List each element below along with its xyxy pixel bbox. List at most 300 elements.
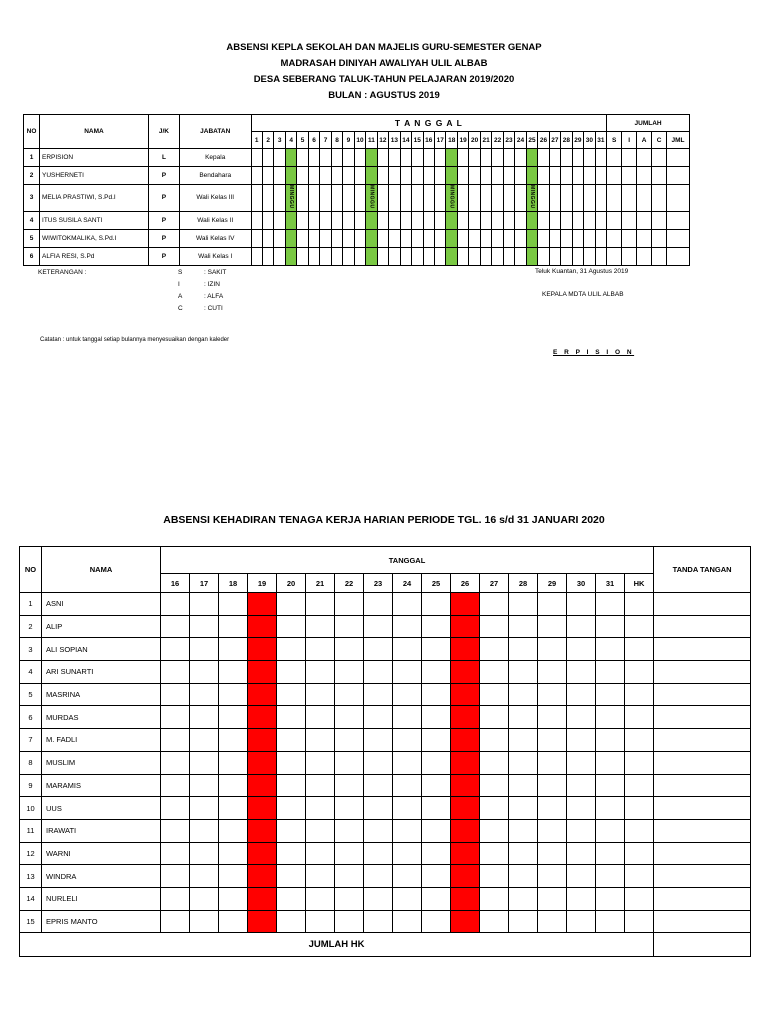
day-cell[interactable] (509, 774, 538, 797)
summary-cell[interactable] (667, 229, 690, 247)
day-cell[interactable] (584, 229, 595, 247)
day-cell[interactable] (251, 211, 262, 229)
day-cell[interactable] (549, 211, 560, 229)
signature-cell[interactable] (654, 638, 751, 661)
summary-cell[interactable] (622, 149, 637, 167)
day-cell[interactable] (538, 910, 567, 933)
day-cell[interactable] (393, 615, 422, 638)
day-cell[interactable] (509, 593, 538, 616)
signature-cell[interactable] (654, 615, 751, 638)
signature-cell[interactable] (654, 683, 751, 706)
day-cell[interactable] (561, 247, 572, 265)
day-cell[interactable] (492, 167, 503, 185)
summary-cell[interactable] (652, 247, 667, 265)
day-cell[interactable] (335, 593, 364, 616)
day-cell[interactable] (277, 751, 306, 774)
day-cell[interactable] (320, 167, 331, 185)
day-cell[interactable] (435, 185, 446, 212)
day-cell[interactable] (190, 706, 219, 729)
hk-cell[interactable] (625, 729, 654, 752)
day-cell[interactable] (190, 865, 219, 888)
day-cell[interactable] (400, 211, 411, 229)
day-cell[interactable] (503, 167, 514, 185)
hk-cell[interactable] (625, 638, 654, 661)
day-cell[interactable] (567, 797, 596, 820)
day-cell[interactable] (480, 638, 509, 661)
day-cell[interactable] (190, 593, 219, 616)
day-cell[interactable] (469, 149, 480, 167)
day-cell[interactable] (306, 797, 335, 820)
day-cell[interactable] (320, 185, 331, 212)
day-cell[interactable] (503, 211, 514, 229)
day-cell[interactable] (335, 638, 364, 661)
day-cell[interactable] (423, 229, 434, 247)
day-cell[interactable] (335, 751, 364, 774)
day-cell[interactable] (422, 615, 451, 638)
day-cell[interactable] (393, 865, 422, 888)
day-cell[interactable] (389, 229, 400, 247)
day-cell[interactable] (274, 185, 285, 212)
day-cell[interactable] (435, 247, 446, 265)
signature-cell[interactable] (654, 819, 751, 842)
hk-cell[interactable] (625, 887, 654, 910)
day-cell[interactable] (306, 706, 335, 729)
day-cell[interactable] (567, 774, 596, 797)
day-cell[interactable] (331, 229, 342, 247)
day-cell[interactable] (400, 149, 411, 167)
day-cell[interactable] (306, 593, 335, 616)
day-cell[interactable] (480, 683, 509, 706)
day-cell[interactable] (595, 167, 607, 185)
day-cell[interactable] (297, 185, 308, 212)
day-cell[interactable] (274, 149, 285, 167)
day-cell[interactable] (538, 887, 567, 910)
summary-cell[interactable] (622, 185, 637, 212)
day-cell[interactable] (423, 167, 434, 185)
day-cell[interactable] (480, 819, 509, 842)
day-cell[interactable] (161, 797, 190, 820)
summary-cell[interactable] (637, 247, 652, 265)
day-cell[interactable] (306, 615, 335, 638)
day-cell[interactable] (335, 910, 364, 933)
day-cell[interactable] (364, 638, 393, 661)
day-cell[interactable] (492, 185, 503, 212)
day-cell[interactable] (364, 910, 393, 933)
day-cell[interactable] (457, 149, 468, 167)
day-cell[interactable] (161, 615, 190, 638)
day-cell[interactable] (422, 593, 451, 616)
day-cell[interactable] (538, 229, 549, 247)
day-cell[interactable] (393, 638, 422, 661)
day-cell[interactable] (422, 706, 451, 729)
summary-cell[interactable] (607, 229, 622, 247)
day-cell[interactable] (567, 910, 596, 933)
day-cell[interactable] (515, 167, 526, 185)
day-cell[interactable] (561, 185, 572, 212)
day-cell[interactable] (219, 842, 248, 865)
day-cell[interactable] (190, 842, 219, 865)
summary-cell[interactable] (607, 247, 622, 265)
day-cell[interactable] (584, 211, 595, 229)
day-cell[interactable] (306, 638, 335, 661)
day-cell[interactable] (422, 797, 451, 820)
day-cell[interactable] (538, 819, 567, 842)
day-cell[interactable] (561, 211, 572, 229)
day-cell[interactable] (596, 865, 625, 888)
day-cell[interactable] (596, 797, 625, 820)
jumlah-hk-signature[interactable] (654, 933, 751, 957)
day-cell[interactable] (515, 149, 526, 167)
day-cell[interactable] (423, 211, 434, 229)
day-cell[interactable] (161, 774, 190, 797)
day-cell[interactable] (161, 910, 190, 933)
day-cell[interactable] (596, 910, 625, 933)
day-cell[interactable] (596, 774, 625, 797)
day-cell[interactable] (538, 842, 567, 865)
day-cell[interactable] (538, 729, 567, 752)
summary-cell[interactable] (622, 167, 637, 185)
day-cell[interactable] (596, 661, 625, 684)
day-cell[interactable] (515, 211, 526, 229)
day-cell[interactable] (277, 865, 306, 888)
day-cell[interactable] (596, 683, 625, 706)
day-cell[interactable] (567, 661, 596, 684)
summary-cell[interactable] (637, 167, 652, 185)
day-cell[interactable] (509, 887, 538, 910)
day-cell[interactable] (503, 229, 514, 247)
day-cell[interactable] (306, 751, 335, 774)
day-cell[interactable] (251, 185, 262, 212)
day-cell[interactable] (354, 167, 365, 185)
day-cell[interactable] (572, 247, 583, 265)
day-cell[interactable] (389, 247, 400, 265)
day-cell[interactable] (509, 751, 538, 774)
summary-cell[interactable] (622, 247, 637, 265)
summary-cell[interactable] (607, 167, 622, 185)
day-cell[interactable] (503, 247, 514, 265)
day-cell[interactable] (306, 774, 335, 797)
day-cell[interactable] (422, 683, 451, 706)
day-cell[interactable] (480, 729, 509, 752)
day-cell[interactable] (308, 167, 319, 185)
summary-cell[interactable] (607, 149, 622, 167)
day-cell[interactable] (538, 615, 567, 638)
day-cell[interactable] (219, 887, 248, 910)
day-cell[interactable] (596, 638, 625, 661)
day-cell[interactable] (596, 751, 625, 774)
day-cell[interactable] (572, 167, 583, 185)
day-cell[interactable] (331, 167, 342, 185)
day-cell[interactable] (277, 638, 306, 661)
day-cell[interactable] (364, 865, 393, 888)
day-cell[interactable] (400, 247, 411, 265)
day-cell[interactable] (219, 615, 248, 638)
summary-cell[interactable] (637, 229, 652, 247)
day-cell[interactable] (584, 185, 595, 212)
day-cell[interactable] (503, 149, 514, 167)
day-cell[interactable] (538, 797, 567, 820)
day-cell[interactable] (595, 211, 607, 229)
day-cell[interactable] (306, 819, 335, 842)
day-cell[interactable] (343, 211, 354, 229)
day-cell[interactable] (538, 661, 567, 684)
day-cell[interactable] (308, 185, 319, 212)
day-cell[interactable] (161, 661, 190, 684)
day-cell[interactable] (393, 774, 422, 797)
day-cell[interactable] (277, 615, 306, 638)
day-cell[interactable] (251, 149, 262, 167)
day-cell[interactable] (509, 842, 538, 865)
day-cell[interactable] (190, 615, 219, 638)
day-cell[interactable] (364, 819, 393, 842)
day-cell[interactable] (480, 910, 509, 933)
day-cell[interactable] (567, 819, 596, 842)
summary-cell[interactable] (637, 211, 652, 229)
day-cell[interactable] (277, 729, 306, 752)
day-cell[interactable] (219, 774, 248, 797)
day-cell[interactable] (422, 842, 451, 865)
day-cell[interactable] (354, 185, 365, 212)
hk-cell[interactable] (625, 842, 654, 865)
day-cell[interactable] (389, 185, 400, 212)
day-cell[interactable] (492, 149, 503, 167)
day-cell[interactable] (306, 842, 335, 865)
day-cell[interactable] (219, 797, 248, 820)
day-cell[interactable] (435, 149, 446, 167)
day-cell[interactable] (297, 211, 308, 229)
day-cell[interactable] (364, 615, 393, 638)
day-cell[interactable] (393, 819, 422, 842)
day-cell[interactable] (492, 211, 503, 229)
day-cell[interactable] (161, 865, 190, 888)
day-cell[interactable] (595, 229, 607, 247)
day-cell[interactable] (422, 910, 451, 933)
day-cell[interactable] (219, 638, 248, 661)
day-cell[interactable] (509, 819, 538, 842)
day-cell[interactable] (343, 247, 354, 265)
day-cell[interactable] (457, 229, 468, 247)
summary-cell[interactable] (667, 167, 690, 185)
day-cell[interactable] (306, 887, 335, 910)
day-cell[interactable] (161, 706, 190, 729)
day-cell[interactable] (422, 819, 451, 842)
summary-cell[interactable] (622, 229, 637, 247)
day-cell[interactable] (219, 865, 248, 888)
day-cell[interactable] (331, 211, 342, 229)
hk-cell[interactable] (625, 661, 654, 684)
day-cell[interactable] (423, 149, 434, 167)
day-cell[interactable] (393, 797, 422, 820)
day-cell[interactable] (400, 167, 411, 185)
day-cell[interactable] (515, 185, 526, 212)
day-cell[interactable] (306, 661, 335, 684)
day-cell[interactable] (277, 661, 306, 684)
day-cell[interactable] (161, 842, 190, 865)
day-cell[interactable] (331, 247, 342, 265)
day-cell[interactable] (595, 185, 607, 212)
day-cell[interactable] (393, 729, 422, 752)
day-cell[interactable] (567, 683, 596, 706)
day-cell[interactable] (509, 797, 538, 820)
day-cell[interactable] (335, 797, 364, 820)
day-cell[interactable] (480, 149, 491, 167)
day-cell[interactable] (306, 910, 335, 933)
day-cell[interactable] (412, 229, 423, 247)
day-cell[interactable] (515, 247, 526, 265)
day-cell[interactable] (480, 593, 509, 616)
day-cell[interactable] (277, 842, 306, 865)
day-cell[interactable] (364, 683, 393, 706)
day-cell[interactable] (412, 167, 423, 185)
day-cell[interactable] (538, 751, 567, 774)
day-cell[interactable] (567, 751, 596, 774)
day-cell[interactable] (492, 247, 503, 265)
day-cell[interactable] (435, 229, 446, 247)
day-cell[interactable] (538, 774, 567, 797)
hk-cell[interactable] (625, 751, 654, 774)
summary-cell[interactable] (607, 185, 622, 212)
day-cell[interactable] (561, 167, 572, 185)
hk-cell[interactable] (625, 774, 654, 797)
day-cell[interactable] (161, 751, 190, 774)
day-cell[interactable] (584, 167, 595, 185)
day-cell[interactable] (364, 842, 393, 865)
day-cell[interactable] (503, 185, 514, 212)
day-cell[interactable] (549, 247, 560, 265)
summary-cell[interactable] (637, 149, 652, 167)
day-cell[interactable] (277, 706, 306, 729)
day-cell[interactable] (469, 185, 480, 212)
day-cell[interactable] (335, 842, 364, 865)
day-cell[interactable] (320, 211, 331, 229)
day-cell[interactable] (435, 211, 446, 229)
day-cell[interactable] (190, 910, 219, 933)
day-cell[interactable] (469, 229, 480, 247)
signature-cell[interactable] (654, 887, 751, 910)
summary-cell[interactable] (667, 247, 690, 265)
day-cell[interactable] (596, 593, 625, 616)
hk-cell[interactable] (625, 593, 654, 616)
day-cell[interactable] (277, 887, 306, 910)
day-cell[interactable] (190, 683, 219, 706)
day-cell[interactable] (422, 751, 451, 774)
day-cell[interactable] (515, 229, 526, 247)
day-cell[interactable] (469, 211, 480, 229)
day-cell[interactable] (480, 751, 509, 774)
day-cell[interactable] (572, 229, 583, 247)
day-cell[interactable] (335, 615, 364, 638)
day-cell[interactable] (262, 211, 273, 229)
day-cell[interactable] (251, 247, 262, 265)
summary-cell[interactable] (667, 185, 690, 212)
day-cell[interactable] (343, 229, 354, 247)
day-cell[interactable] (538, 185, 549, 212)
day-cell[interactable] (549, 149, 560, 167)
day-cell[interactable] (538, 638, 567, 661)
day-cell[interactable] (297, 247, 308, 265)
day-cell[interactable] (423, 247, 434, 265)
day-cell[interactable] (219, 706, 248, 729)
day-cell[interactable] (572, 211, 583, 229)
day-cell[interactable] (435, 167, 446, 185)
day-cell[interactable] (422, 774, 451, 797)
day-cell[interactable] (567, 706, 596, 729)
day-cell[interactable] (320, 247, 331, 265)
day-cell[interactable] (480, 185, 491, 212)
summary-cell[interactable] (637, 185, 652, 212)
day-cell[interactable] (412, 211, 423, 229)
day-cell[interactable] (393, 683, 422, 706)
day-cell[interactable] (480, 167, 491, 185)
hk-cell[interactable] (625, 706, 654, 729)
hk-cell[interactable] (625, 819, 654, 842)
summary-cell[interactable] (667, 149, 690, 167)
day-cell[interactable] (584, 149, 595, 167)
day-cell[interactable] (393, 751, 422, 774)
day-cell[interactable] (161, 683, 190, 706)
day-cell[interactable] (377, 247, 388, 265)
day-cell[interactable] (364, 751, 393, 774)
summary-cell[interactable] (652, 229, 667, 247)
summary-cell[interactable] (667, 211, 690, 229)
day-cell[interactable] (480, 661, 509, 684)
day-cell[interactable] (595, 149, 607, 167)
day-cell[interactable] (364, 729, 393, 752)
day-cell[interactable] (509, 683, 538, 706)
day-cell[interactable] (331, 185, 342, 212)
day-cell[interactable] (480, 615, 509, 638)
summary-cell[interactable] (622, 211, 637, 229)
day-cell[interactable] (335, 865, 364, 888)
day-cell[interactable] (567, 638, 596, 661)
day-cell[interactable] (596, 887, 625, 910)
signature-cell[interactable] (654, 865, 751, 888)
day-cell[interactable] (343, 167, 354, 185)
day-cell[interactable] (219, 683, 248, 706)
day-cell[interactable] (364, 797, 393, 820)
day-cell[interactable] (320, 229, 331, 247)
day-cell[interactable] (364, 706, 393, 729)
day-cell[interactable] (297, 229, 308, 247)
day-cell[interactable] (538, 593, 567, 616)
day-cell[interactable] (262, 167, 273, 185)
day-cell[interactable] (190, 751, 219, 774)
day-cell[interactable] (190, 887, 219, 910)
day-cell[interactable] (219, 819, 248, 842)
day-cell[interactable] (331, 149, 342, 167)
day-cell[interactable] (364, 661, 393, 684)
day-cell[interactable] (509, 661, 538, 684)
day-cell[interactable] (190, 797, 219, 820)
hk-cell[interactable] (625, 797, 654, 820)
summary-cell[interactable] (652, 185, 667, 212)
day-cell[interactable] (480, 842, 509, 865)
day-cell[interactable] (457, 167, 468, 185)
day-cell[interactable] (393, 593, 422, 616)
day-cell[interactable] (492, 229, 503, 247)
signature-cell[interactable] (654, 661, 751, 684)
day-cell[interactable] (412, 185, 423, 212)
day-cell[interactable] (190, 819, 219, 842)
day-cell[interactable] (335, 729, 364, 752)
day-cell[interactable] (596, 842, 625, 865)
day-cell[interactable] (335, 706, 364, 729)
day-cell[interactable] (251, 229, 262, 247)
day-cell[interactable] (277, 797, 306, 820)
day-cell[interactable] (377, 185, 388, 212)
day-cell[interactable] (161, 638, 190, 661)
day-cell[interactable] (480, 774, 509, 797)
